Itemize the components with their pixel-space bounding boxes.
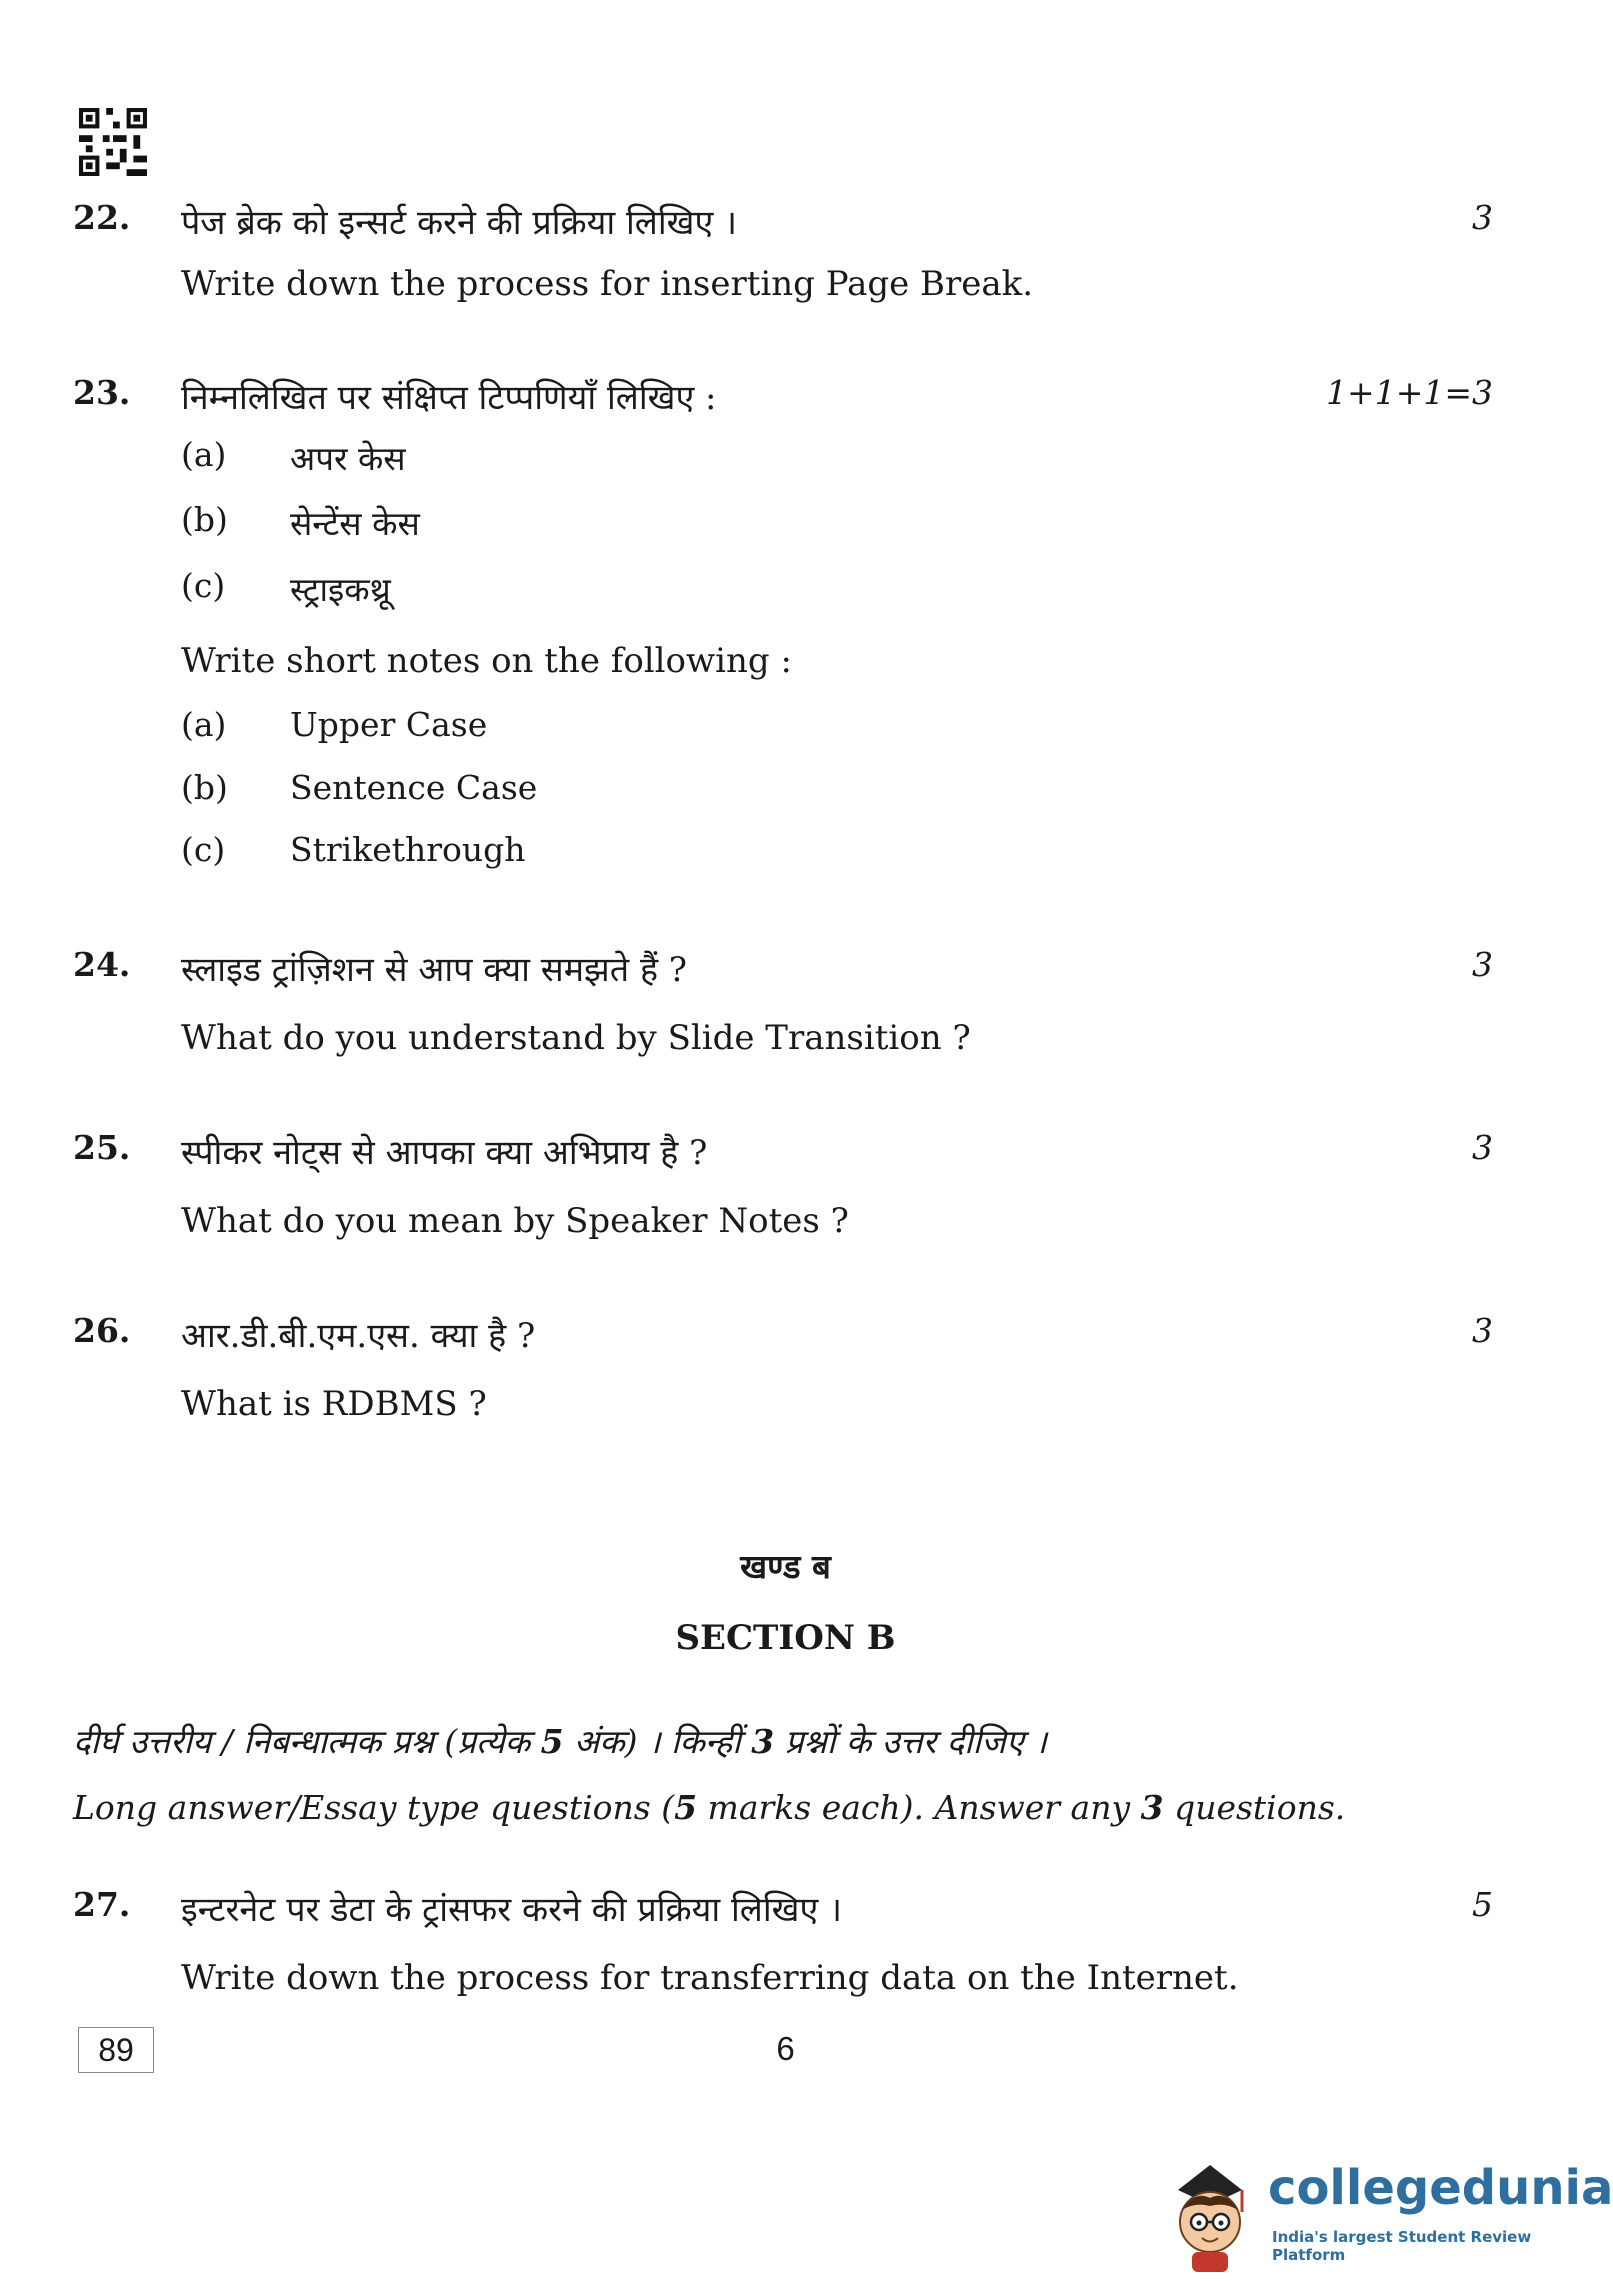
question-number: 26. (73, 1311, 131, 1350)
question-number: 23. (73, 373, 131, 412)
page-number: 6 (776, 2030, 795, 2067)
question-hindi: इन्टरनेट पर डेटा के ट्रांसफर करने की प्रक्रिया लिखिए । (181, 1890, 842, 1930)
question-marks: 3 (1472, 1128, 1493, 1167)
instruction-text: Long answer/Essay type questions ( (73, 1788, 675, 1827)
question-hindi: स्लाइड ट्रांज़िशन से आप क्या समझते हैं ? (181, 950, 688, 990)
instruction-marks: 5 (540, 1722, 564, 1761)
instruction-text: अंक) । किन्हीं (563, 1722, 752, 1761)
question-hindi: निम्नलिखित पर संक्षिप्त टिप्पणियाँ लिखिए : (181, 378, 717, 418)
question-hindi: आर.डी.बी.एम.एस. क्या है ? (181, 1316, 536, 1356)
section-title-english: SECTION B (675, 1618, 896, 1658)
instruction-text: प्रश्नों के उत्तर दीजिए । (774, 1722, 1047, 1761)
option-label: (b) (181, 768, 228, 807)
brand-logo (1160, 2150, 1613, 2275)
instruction-marks: 5 (674, 1788, 698, 1827)
option-text: Upper Case (290, 705, 488, 744)
question-number: 27. (73, 1885, 131, 1924)
instruction-text: questions. (1163, 1788, 1346, 1827)
question-english: What do you understand by Slide Transition ? (181, 1018, 971, 1058)
option-label: (c) (181, 830, 226, 869)
brand-tagline: India's largest Student Review Platform (1272, 2228, 1532, 2264)
question-marks: 5 (1472, 1885, 1493, 1924)
section-instruction-english (73, 1788, 1345, 1827)
option-text: स्ट्राइकथ्रू (290, 570, 391, 609)
instruction-text: marks each). Answer any (697, 1788, 1141, 1827)
option-label: (a) (181, 705, 227, 744)
question-english: What is RDBMS ? (181, 1384, 487, 1424)
option-label: (a) (181, 435, 227, 474)
question-hindi: पेज ब्रेक को इन्सर्ट करने की प्रक्रिया लिखिए । (181, 203, 737, 243)
question-english: Write down the process for transferring data on the Internet. (181, 1958, 1239, 1998)
instruction-count: 3 (751, 1722, 775, 1761)
question-english: What do you mean by Speaker Notes ? (181, 1201, 849, 1241)
question-english: Write short notes on the following : (181, 641, 792, 681)
instruction-text: दीर्घ उत्तरीय / निबन्धात्मक प्रश्न (प्रत्येक (73, 1722, 541, 1761)
question-number: 22. (73, 198, 131, 237)
option-text: सेन्टेंस केस (290, 504, 420, 543)
question-hindi: स्पीकर नोट्स से आपका क्या अभिप्राय है ? (181, 1133, 708, 1173)
option-text: Strikethrough (290, 830, 526, 869)
question-number: 25. (73, 1128, 131, 1167)
question-number: 24. (73, 945, 131, 984)
brand-name: collegedunia (1268, 2160, 1613, 2216)
question-marks: 1+1+1=3 (1326, 373, 1493, 412)
instruction-count: 3 (1140, 1788, 1164, 1827)
option-label: (c) (181, 566, 226, 605)
option-text: अपर केस (290, 439, 406, 478)
section-instruction-hindi (73, 1718, 1047, 1763)
option-text: Sentence Case (290, 768, 538, 807)
question-marks: 3 (1472, 945, 1493, 984)
question-marks: 3 (1472, 1311, 1493, 1350)
mascot-icon (1160, 2150, 1260, 2275)
paper-code-box: 89 (78, 2027, 154, 2073)
question-marks: 3 (1472, 198, 1493, 237)
qr-code-icon (76, 108, 150, 176)
option-label: (b) (181, 500, 228, 539)
section-title-hindi: खण्ड ब (740, 1547, 831, 1586)
question-english: Write down the process for inserting Page Break. (181, 264, 1034, 304)
